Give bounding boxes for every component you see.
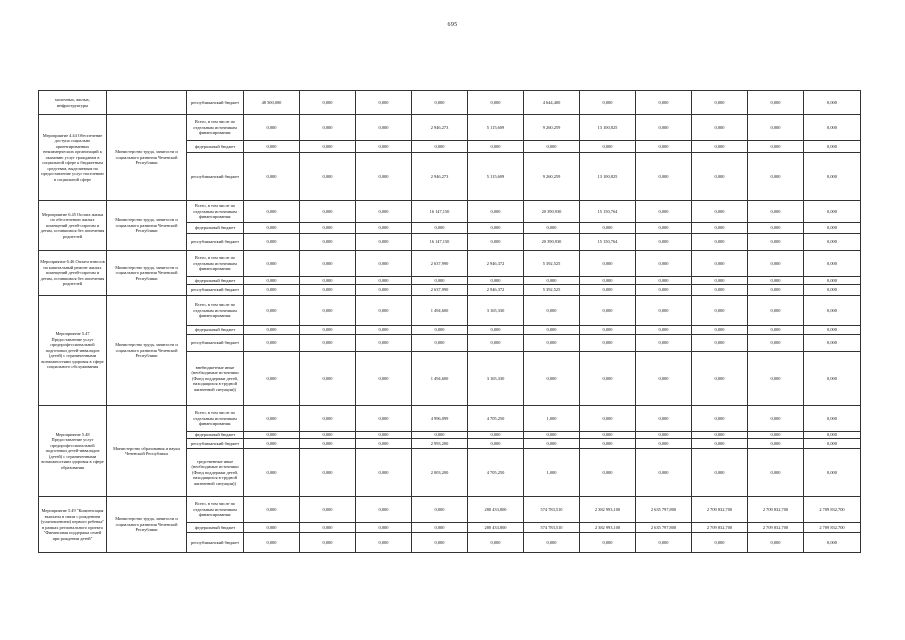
- value-cell: 0,000: [804, 335, 861, 352]
- value-cell: 0,000: [748, 439, 804, 449]
- funding-source-cell: федеральный бюджет: [187, 223, 244, 234]
- executor-cell: Министерство труда, занятости и социального развития Чеченской Республики: [107, 296, 187, 406]
- value-cell: 0,000: [692, 432, 748, 439]
- value-cell: 0,000: [356, 497, 412, 523]
- executor-cell: Министерство труда, занятости и социального развития Чеченской Республики: [107, 251, 187, 296]
- value-cell: 0,000: [300, 153, 356, 201]
- value-cell: 0,000: [692, 285, 748, 296]
- value-cell: 0,000: [692, 251, 748, 277]
- value-cell: 0,000: [804, 201, 861, 223]
- funding-source-cell: республиканский бюджет: [187, 153, 244, 201]
- value-cell: 4 644,400: [524, 91, 580, 115]
- value-cell: 2 946,273: [412, 153, 468, 201]
- value-cell: 3 165,330: [468, 296, 524, 326]
- value-cell: 0,000: [580, 533, 636, 553]
- value-cell: 0,000: [244, 223, 300, 234]
- value-cell: 0,000: [636, 223, 692, 234]
- value-cell: 0,000: [244, 251, 300, 277]
- measure-cell: Мероприятие 6.45 Оплата жилья по обеспечению жилых помещений детей-сиротам и детям, оставшимся без попечения родителей: [39, 201, 107, 251]
- value-cell: 0,000: [804, 91, 861, 115]
- value-cell: 0,000: [244, 285, 300, 296]
- value-cell: 0,000: [692, 141, 748, 153]
- value-cell: 0,000: [636, 201, 692, 223]
- value-cell: 0,000: [412, 277, 468, 285]
- value-cell: 0,000: [580, 326, 636, 335]
- value-cell: 0,000: [804, 285, 861, 296]
- value-cell: 0,000: [580, 432, 636, 439]
- value-cell: 0,000: [468, 223, 524, 234]
- funding-source-cell: федеральный бюджет: [187, 432, 244, 439]
- value-cell: 0,000: [692, 201, 748, 223]
- value-cell: 0,000: [580, 141, 636, 153]
- value-cell: 280 433,800: [468, 497, 524, 523]
- value-cell: 0,000: [244, 141, 300, 153]
- value-cell: 0,000: [748, 234, 804, 251]
- value-cell: 0,000: [804, 406, 861, 432]
- value-cell: 0,000: [580, 223, 636, 234]
- value-cell: 0,000: [692, 439, 748, 449]
- value-cell: 0,000: [356, 115, 412, 141]
- value-cell: 16 147,150: [412, 234, 468, 251]
- value-cell: 2 709 832,700: [692, 523, 748, 533]
- value-cell: 0,000: [356, 523, 412, 533]
- value-cell: 0,000: [748, 201, 804, 223]
- value-cell: 13 100,825: [580, 153, 636, 201]
- value-cell: 0,000: [356, 277, 412, 285]
- value-cell: 0,000: [412, 497, 468, 523]
- value-cell: 0,000: [356, 439, 412, 449]
- value-cell: 0,000: [244, 432, 300, 439]
- table-row: [39, 91, 861, 115]
- funding-source-cell: внебюджетные иные (необходимые источники (Фонд поддержки детей, находящихся в трудной жизненной ситуации)): [187, 352, 244, 406]
- value-cell: 0,000: [692, 335, 748, 352]
- value-cell: 0,000: [580, 285, 636, 296]
- value-cell: 0,000: [748, 406, 804, 432]
- value-cell: 0,000: [692, 533, 748, 553]
- value-cell: 2 637,990: [412, 285, 468, 296]
- value-cell: 0,000: [300, 296, 356, 326]
- executor-cell: Министерство труда, занятости и социального развития Чеченской Республики: [107, 201, 187, 251]
- value-cell: 0,000: [244, 296, 300, 326]
- value-cell: 0,000: [468, 141, 524, 153]
- funding-source-cell: Всего, в том числе по отдельным источникам финансирования:: [187, 497, 244, 523]
- value-cell: 3 165,330: [468, 352, 524, 406]
- value-cell: 1,000: [524, 449, 580, 497]
- funding-source-cell: республиканский бюджет: [187, 91, 244, 115]
- value-cell: 0,000: [804, 439, 861, 449]
- value-cell: 0,000: [468, 234, 524, 251]
- value-cell: 0,000: [580, 251, 636, 277]
- funding-source-cell: средственные иные (необходимые источники (Фонд поддержки детей, находящихся в трудной жизненной ситуации)): [187, 449, 244, 497]
- value-cell: 2 382 993,100: [580, 523, 636, 533]
- value-cell: 0,000: [300, 326, 356, 335]
- value-cell: 0,000: [524, 432, 580, 439]
- value-cell: 0,000: [580, 277, 636, 285]
- value-cell: 0,000: [748, 335, 804, 352]
- value-cell: 0,000: [356, 352, 412, 406]
- value-cell: 0,000: [468, 91, 524, 115]
- value-cell: 0,000: [580, 91, 636, 115]
- value-cell: 280 433,800: [468, 523, 524, 533]
- value-cell: 0,000: [524, 326, 580, 335]
- value-cell: 5 115,609: [468, 115, 524, 141]
- value-cell: 0,000: [356, 223, 412, 234]
- value-cell: 0,000: [356, 201, 412, 223]
- value-cell: 0,000: [412, 335, 468, 352]
- value-cell: 0,000: [244, 201, 300, 223]
- value-cell: 0,000: [748, 223, 804, 234]
- value-cell: 0,000: [636, 432, 692, 439]
- value-cell: 0,000: [804, 115, 861, 141]
- value-cell: 2 946,372: [468, 251, 524, 277]
- value-cell: 0,000: [692, 406, 748, 432]
- value-cell: 0,000: [356, 285, 412, 296]
- value-cell: 0,000: [748, 352, 804, 406]
- value-cell: 0,000: [636, 277, 692, 285]
- value-cell: 0,000: [356, 251, 412, 277]
- value-cell: 0,000: [244, 352, 300, 406]
- value-cell: 0,000: [804, 277, 861, 285]
- value-cell: 9 260,259: [524, 115, 580, 141]
- value-cell: 0,000: [356, 234, 412, 251]
- value-cell: 0,000: [804, 153, 861, 201]
- value-cell: 0,000: [692, 153, 748, 201]
- value-cell: 0,000: [300, 141, 356, 153]
- value-cell: 0,000: [748, 533, 804, 553]
- value-cell: 0,000: [244, 497, 300, 523]
- measure-cell: Мероприятие 6.46 Оплата взносов на капитальный ремонт жилых помещений детей-сиротам и детям, оставшимся без попечения родителей: [39, 251, 107, 296]
- executor-cell: Министерство образования и науки Чеченской Республики: [107, 406, 187, 497]
- funding-source-cell: Всего, в том числе по отдельным источникам финансирования:: [187, 251, 244, 277]
- value-cell: 0,000: [636, 285, 692, 296]
- value-cell: 0,000: [804, 251, 861, 277]
- measure-cell: Мероприятие 4.44 Обеспечение доступа социально ориентированных некоммерческих организаций к оказанию услуг гражданам в социальной сфере к бюджетным средствам, выделяемым на предоставление услуг населению в социальной сфере: [39, 115, 107, 201]
- funding-source-cell: республиканский бюджет: [187, 533, 244, 553]
- funding-source-cell: Всего, в том числе по отдельным источникам финансирования:: [187, 296, 244, 326]
- value-cell: 0,000: [636, 153, 692, 201]
- value-cell: 0,000: [748, 285, 804, 296]
- value-cell: 0,000: [468, 533, 524, 553]
- value-cell: 0,000: [804, 141, 861, 153]
- value-cell: 0,000: [636, 335, 692, 352]
- value-cell: 0,000: [244, 153, 300, 201]
- value-cell: 48 500,000: [244, 91, 300, 115]
- value-cell: 0,000: [804, 533, 861, 553]
- value-cell: 0,000: [300, 285, 356, 296]
- value-cell: 0,000: [244, 277, 300, 285]
- value-cell: 0,000: [748, 432, 804, 439]
- value-cell: 0,000: [244, 406, 300, 432]
- value-cell: 0,000: [412, 141, 468, 153]
- table-row: [39, 115, 861, 141]
- value-cell: 0,000: [692, 234, 748, 251]
- value-cell: 0,000: [804, 234, 861, 251]
- value-cell: 0,000: [244, 533, 300, 553]
- value-cell: 0,000: [468, 335, 524, 352]
- value-cell: 5 392,525: [524, 251, 580, 277]
- value-cell: 0,000: [468, 277, 524, 285]
- value-cell: 0,000: [300, 335, 356, 352]
- value-cell: 0,000: [300, 523, 356, 533]
- measure-cell: молочных, жилых, инфраструктуры: [39, 91, 107, 115]
- value-cell: 0,000: [636, 449, 692, 497]
- value-cell: 0,000: [524, 141, 580, 153]
- value-cell: 2 709 832,700: [748, 523, 804, 533]
- value-cell: 0,000: [300, 533, 356, 553]
- value-cell: 0,000: [356, 335, 412, 352]
- value-cell: 0,000: [804, 223, 861, 234]
- value-cell: 5 392,525: [524, 285, 580, 296]
- value-cell: 0,000: [692, 223, 748, 234]
- value-cell: 0,000: [356, 326, 412, 335]
- table-row: [39, 201, 861, 223]
- value-cell: 0,000: [748, 296, 804, 326]
- funding-source-cell: Всего, в том числе по отдельным источникам финансирования:: [187, 115, 244, 141]
- value-cell: 2 003,200: [412, 449, 468, 497]
- value-cell: 0,000: [748, 326, 804, 335]
- funding-source-cell: федеральный бюджет: [187, 277, 244, 285]
- value-cell: 0,000: [468, 439, 524, 449]
- value-cell: 0,000: [636, 326, 692, 335]
- value-cell: 0,000: [692, 352, 748, 406]
- value-cell: 0,000: [300, 449, 356, 497]
- value-cell: 0,000: [244, 115, 300, 141]
- funding-source-cell: Всего, в том числе по отдельным источникам финансирования:: [187, 406, 244, 432]
- value-cell: 0,000: [580, 335, 636, 352]
- value-cell: 0,000: [300, 439, 356, 449]
- value-cell: 0,000: [244, 449, 300, 497]
- page-number: 695: [447, 22, 458, 28]
- value-cell: 0,000: [412, 326, 468, 335]
- table-row: [39, 251, 861, 277]
- funding-source-cell: республиканский бюджет: [187, 335, 244, 352]
- value-cell: 0,000: [692, 91, 748, 115]
- funding-source-cell: республиканский бюджет: [187, 439, 244, 449]
- executor-cell: Министерство труда, занятости и социального развития Чеченской Республики: [107, 497, 187, 553]
- value-cell: 0,000: [524, 439, 580, 449]
- value-cell: 0,000: [748, 153, 804, 201]
- table-row: [39, 406, 861, 432]
- funding-source-cell: федеральный бюджет: [187, 523, 244, 533]
- value-cell: 0,000: [300, 406, 356, 432]
- value-cell: 2 946,273: [412, 115, 468, 141]
- executor-cell: Министерство труда, занятости и социального развития Чеченской Республики: [107, 115, 187, 201]
- value-cell: 0,000: [748, 91, 804, 115]
- value-cell: 15 150,764: [580, 201, 636, 223]
- value-cell: 0,000: [412, 432, 468, 439]
- value-cell: 9 260,259: [524, 153, 580, 201]
- value-cell: 0,000: [748, 115, 804, 141]
- value-cell: 20 390,930: [524, 201, 580, 223]
- value-cell: 0,000: [300, 277, 356, 285]
- measure-cell: Мероприятие 5.48 Предоставление услуг предпрофессиональной подготовки детей-инвалидов (детей) с ограниченными возможностями здоровья в сфере образования: [39, 406, 107, 497]
- value-cell: 0,000: [524, 335, 580, 352]
- value-cell: 0,000: [748, 449, 804, 497]
- value-cell: 0,000: [580, 406, 636, 432]
- value-cell: 0,000: [524, 223, 580, 234]
- value-cell: 0,000: [244, 234, 300, 251]
- value-cell: 0,000: [804, 432, 861, 439]
- value-cell: 0,000: [356, 296, 412, 326]
- value-cell: 0,000: [636, 296, 692, 326]
- value-cell: 0,000: [300, 432, 356, 439]
- value-cell: 0,000: [468, 326, 524, 335]
- value-cell: 1 494,600: [412, 296, 468, 326]
- value-cell: 0,000: [244, 335, 300, 352]
- value-cell: 0,000: [580, 296, 636, 326]
- value-cell: 0,000: [356, 449, 412, 497]
- value-cell: 5 115,609: [468, 153, 524, 201]
- value-cell: 0,000: [692, 449, 748, 497]
- value-cell: 0,000: [468, 201, 524, 223]
- value-cell: 2 946,372: [468, 285, 524, 296]
- value-cell: 0,000: [300, 115, 356, 141]
- value-cell: 2 709 832,700: [692, 497, 748, 523]
- value-cell: 0,000: [524, 277, 580, 285]
- value-cell: 0,000: [580, 439, 636, 449]
- value-cell: 20 390,930: [524, 234, 580, 251]
- funding-source-cell: федеральный бюджет: [187, 326, 244, 335]
- value-cell: 2 993,200: [412, 439, 468, 449]
- value-cell: 0,000: [524, 352, 580, 406]
- value-cell: 0,000: [692, 115, 748, 141]
- value-cell: 0,000: [412, 223, 468, 234]
- value-cell: 0,000: [412, 91, 468, 115]
- value-cell: 0,000: [692, 326, 748, 335]
- value-cell: 4 705,250: [468, 449, 524, 497]
- value-cell: 0,000: [300, 91, 356, 115]
- value-cell: 13 100,825: [580, 115, 636, 141]
- value-cell: 0,000: [524, 296, 580, 326]
- value-cell: 574 783,510: [524, 497, 580, 523]
- value-cell: 0,000: [300, 497, 356, 523]
- funding-source-cell: федеральный бюджет: [187, 141, 244, 153]
- value-cell: 0,000: [300, 201, 356, 223]
- value-cell: 0,000: [300, 223, 356, 234]
- value-cell: 0,000: [356, 141, 412, 153]
- value-cell: 2 709 832,700: [804, 523, 861, 533]
- funding-source-cell: Всего, в том числе по отдельным источникам финансирования:: [187, 201, 244, 223]
- measure-cell: Мероприятие 5.49 "Компенсация выплаты в связи с рождением (усыновлением) первого ребенка" в рамках регионального проекта "Финансовая поддержка семей при рождении детей": [39, 497, 107, 553]
- value-cell: 0,000: [636, 251, 692, 277]
- value-cell: 0,000: [636, 91, 692, 115]
- budget-table: [38, 90, 861, 553]
- table-row: [39, 497, 861, 523]
- value-cell: 0,000: [636, 234, 692, 251]
- value-cell: 574 783,510: [524, 523, 580, 533]
- executor-cell: [107, 91, 187, 115]
- value-cell: 0,000: [636, 533, 692, 553]
- value-cell: 0,000: [356, 406, 412, 432]
- value-cell: 2 709 832,700: [748, 497, 804, 523]
- value-cell: 0,000: [804, 449, 861, 497]
- value-cell: 0,000: [412, 533, 468, 553]
- measure-cell: Мероприятие 5.47 Предоставление услуг предпрофессиональной подготовки детей-инвалидов (детей) с ограниченными возможностями здоровья в сфере социального обслуживания: [39, 296, 107, 406]
- value-cell: 0,000: [468, 432, 524, 439]
- value-cell: 0,000: [804, 326, 861, 335]
- value-cell: 0,000: [300, 352, 356, 406]
- value-cell: 0,000: [636, 352, 692, 406]
- value-cell: 0,000: [748, 277, 804, 285]
- value-cell: 16 147,150: [412, 201, 468, 223]
- value-cell: 1 494,600: [412, 352, 468, 406]
- value-cell: 0,000: [524, 533, 580, 553]
- value-cell: 4 996,099: [412, 406, 468, 432]
- table-row: [39, 296, 861, 326]
- value-cell: 0,000: [636, 115, 692, 141]
- value-cell: 0,000: [244, 523, 300, 533]
- funding-source-cell: республиканский бюджет: [187, 234, 244, 251]
- value-cell: 0,000: [636, 141, 692, 153]
- value-cell: 0,000: [580, 352, 636, 406]
- value-cell: 0,000: [412, 523, 468, 533]
- value-cell: 2 635 797,800: [636, 497, 692, 523]
- value-cell: 0,000: [356, 432, 412, 439]
- value-cell: 0,000: [692, 296, 748, 326]
- value-cell: 0,000: [636, 406, 692, 432]
- value-cell: 0,000: [580, 449, 636, 497]
- value-cell: 0,000: [692, 277, 748, 285]
- value-cell: 1,000: [524, 406, 580, 432]
- value-cell: 0,000: [804, 352, 861, 406]
- value-cell: 2 382 993,100: [580, 497, 636, 523]
- value-cell: 2 637,990: [412, 251, 468, 277]
- value-cell: 2 635 797,800: [636, 523, 692, 533]
- value-cell: 0,000: [244, 439, 300, 449]
- value-cell: 2 709 832,700: [804, 497, 861, 523]
- value-cell: 0,000: [356, 91, 412, 115]
- value-cell: 15 150,764: [580, 234, 636, 251]
- value-cell: 0,000: [748, 251, 804, 277]
- funding-source-cell: республиканский бюджет: [187, 285, 244, 296]
- value-cell: 0,000: [356, 153, 412, 201]
- value-cell: 0,000: [356, 533, 412, 553]
- value-cell: 0,000: [300, 251, 356, 277]
- value-cell: 0,000: [300, 234, 356, 251]
- value-cell: 0,000: [244, 326, 300, 335]
- value-cell: 0,000: [636, 439, 692, 449]
- value-cell: 4 705,250: [468, 406, 524, 432]
- value-cell: 0,000: [748, 141, 804, 153]
- value-cell: 0,000: [804, 296, 861, 326]
